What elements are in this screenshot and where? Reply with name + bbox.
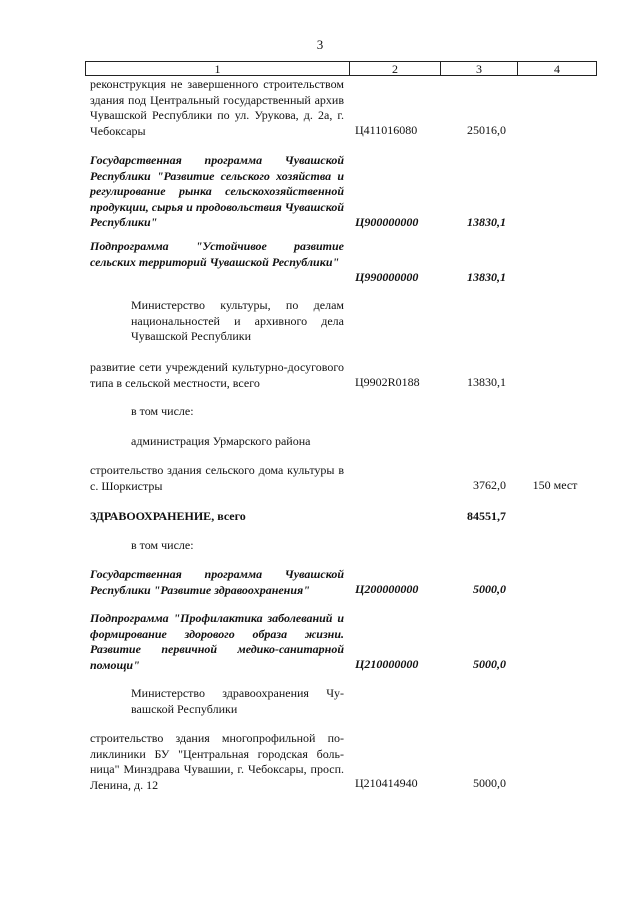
row-code: Ц411016080 xyxy=(355,123,418,137)
program-title: Государственная программа Чувашской Республики "Развитие сельского хозяйства и регулирование рынка сельскохозяйственной продукции, сырья и продовольствия Чувашской Республики" xyxy=(90,153,344,229)
row-amount: 13830,1 xyxy=(467,215,506,229)
row-code: Ц210414940 xyxy=(355,776,418,790)
row-amount: 13830,1 xyxy=(467,375,506,389)
row-amount: 5000,0 xyxy=(473,582,506,596)
row-code: Ц210000000 xyxy=(355,657,419,671)
subtotal-label: в том числе: xyxy=(131,404,194,418)
header-col-4: 4 xyxy=(517,61,597,76)
row-description: строительство здания сельского дома культуры в с. Шоркистры xyxy=(90,463,344,493)
subtotal-label: в том числе: xyxy=(131,538,194,552)
section-title: ЗДРАВООХРАНЕНИЕ, всего xyxy=(90,509,246,523)
subprogram-title: Подпрограмма "Профилактика заболеваний и формирование здорового образа жизни. Развитие первичной медико-санитарной помощи" xyxy=(90,611,344,672)
ministry-name: Министерство здравоохранения Чувашской Республики xyxy=(131,686,344,716)
row-amount: 84551,7 xyxy=(467,509,506,523)
row-amount: 5000,0 xyxy=(473,776,506,790)
row-code: Ц200000000 xyxy=(355,582,419,596)
row-note: 150 мест xyxy=(532,478,578,492)
header-col-1: 1 xyxy=(85,61,350,76)
row-description: строительство здания многопрофильной поликлиники БУ "Центральная городская больница" Минздрава Чувашии, г. Чебоксары, просп. Ленина, д. 12 xyxy=(90,731,344,792)
row-description: развитие сети учреждений культурно-досугового типа в сельской местности, всего xyxy=(90,360,344,390)
header-col-3: 3 xyxy=(440,61,518,76)
row-code: Ц990000000 xyxy=(355,270,419,284)
subprogram-title: Подпрограмма "Устойчивое развитие сельских территорий Чувашской Республики" xyxy=(90,239,344,269)
row-code: Ц9902R0188 xyxy=(355,375,420,389)
row-code: Ц900000000 xyxy=(355,215,419,229)
row-amount: 3762,0 xyxy=(473,478,506,492)
row-amount: 13830,1 xyxy=(467,270,506,284)
header-col-2: 2 xyxy=(349,61,441,76)
row-amount: 25016,0 xyxy=(467,123,506,137)
ministry-name: Министерство культуры, по делам национальностей и архивного дела Чувашской Республики xyxy=(131,298,344,343)
program-title: Государственная программа Чувашской Республики "Развитие здравоохранения" xyxy=(90,567,344,597)
page-number: 3 xyxy=(316,37,324,52)
row-description: реконструкция не завершенного строительством здания под Центральный государственный архив Чувашской Республики по ул. Урукова, д. 2а, г. Чебоксары xyxy=(90,77,344,138)
ministry-name: администрация Урмарского района xyxy=(131,434,311,448)
row-amount: 5000,0 xyxy=(473,657,506,671)
